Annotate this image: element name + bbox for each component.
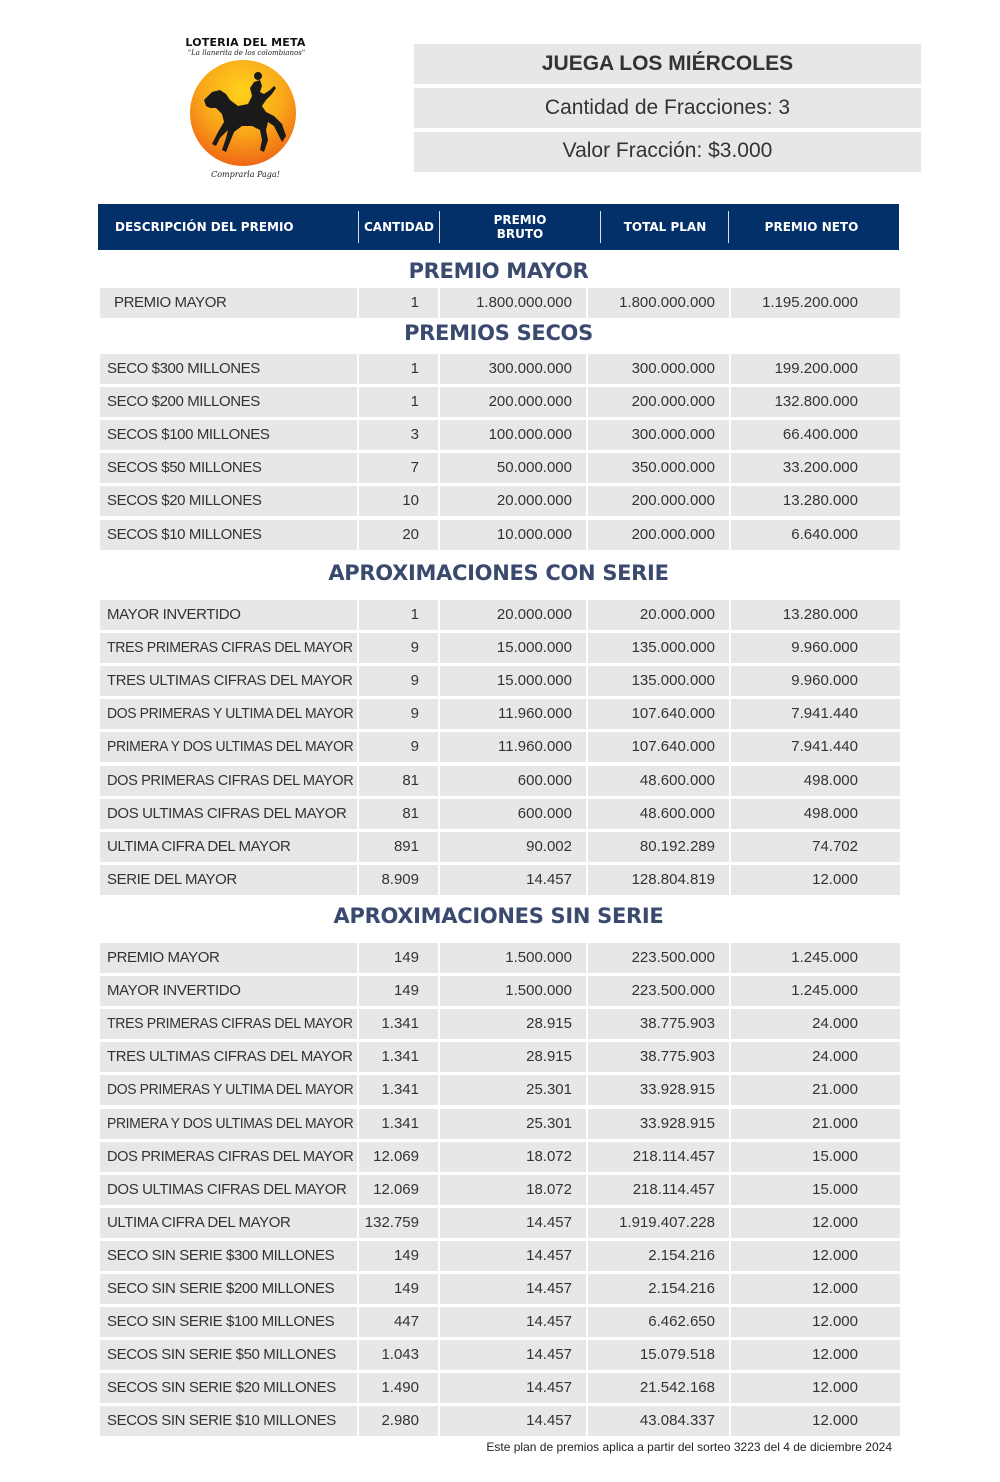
column-header-net-prize: PREMIO NETO — [728, 211, 894, 243]
prize-description: SECOS SIN SERIE $10 MILLONES — [107, 1412, 336, 1429]
prize-description-cell — [100, 976, 357, 1006]
prize-row — [100, 1109, 900, 1139]
prize-quantity: 20 — [359, 520, 438, 550]
prize-description: PRIMERA Y DOS ULTIMAS DEL MAYOR — [107, 1115, 354, 1132]
net-prize: 1.195.200.000 — [731, 288, 900, 318]
gross-prize: 25.301 — [440, 1109, 586, 1139]
prize-quantity: 8.909 — [359, 865, 438, 895]
net-prize: 12.000 — [731, 1274, 900, 1304]
total-plan: 200.000.000 — [588, 486, 729, 516]
prize-description: SECOS $20 MILLONES — [107, 492, 262, 509]
total-plan: 15.079.518 — [588, 1340, 729, 1370]
gross-prize: 20.000.000 — [440, 486, 586, 516]
prize-row — [100, 1373, 900, 1403]
prize-row — [100, 354, 900, 384]
prize-row — [100, 1307, 900, 1337]
gross-prize: 1.500.000 — [440, 976, 586, 1006]
total-plan: 20.000.000 — [588, 600, 729, 630]
total-plan: 107.640.000 — [588, 699, 729, 729]
total-plan: 135.000.000 — [588, 666, 729, 696]
prize-row — [100, 520, 900, 550]
gross-prize: 11.960.000 — [440, 732, 586, 762]
section-title: PREMIO MAYOR — [408, 259, 589, 283]
net-prize: 6.640.000 — [731, 520, 900, 550]
net-prize: 24.000 — [731, 1042, 900, 1072]
prize-quantity: 1 — [359, 354, 438, 384]
prize-row — [100, 1241, 900, 1271]
prize-quantity: 7 — [359, 453, 438, 483]
prize-quantity: 149 — [359, 1274, 438, 1304]
prize-description-cell — [100, 1175, 357, 1205]
net-prize: 498.000 — [731, 799, 900, 829]
prize-row — [100, 766, 900, 796]
prize-description-cell — [100, 453, 357, 483]
prize-description: PREMIO MAYOR — [107, 949, 220, 966]
gross-prize: 300.000.000 — [440, 354, 586, 384]
logo-title: LOTERIA DEL META — [185, 36, 306, 49]
prize-quantity: 12.069 — [359, 1142, 438, 1172]
net-prize: 7.941.440 — [731, 699, 900, 729]
prize-description: DOS PRIMERAS Y ULTIMA DEL MAYOR — [107, 1081, 354, 1098]
prize-description-cell — [100, 943, 357, 973]
prize-description-cell — [100, 1142, 357, 1172]
total-plan: 350.000.000 — [588, 453, 729, 483]
prize-description-cell — [100, 1373, 357, 1403]
net-prize: 12.000 — [731, 1340, 900, 1370]
gross-prize: 600.000 — [440, 766, 586, 796]
gross-prize: 11.960.000 — [440, 699, 586, 729]
prize-description-cell — [100, 1340, 357, 1370]
prize-row — [100, 832, 900, 862]
prize-description: TRES PRIMERAS CIFRAS DEL MAYOR — [107, 639, 353, 656]
prize-quantity: 149 — [359, 976, 438, 1006]
prize-row — [100, 453, 900, 483]
prize-description: ULTIMA CIFRA DEL MAYOR — [107, 1214, 291, 1231]
total-plan: 223.500.000 — [588, 943, 729, 973]
fraction-value: Valor Fracción: $3.000 — [414, 132, 921, 172]
column-header-quantity: CANTIDAD — [358, 211, 439, 243]
prize-row — [100, 1142, 900, 1172]
net-prize: 33.200.000 — [731, 453, 900, 483]
horse-rider-silhouette-icon — [190, 60, 296, 166]
total-plan: 48.600.000 — [588, 799, 729, 829]
prize-row — [100, 486, 900, 516]
prize-quantity: 1.043 — [359, 1340, 438, 1370]
prize-description-cell — [100, 486, 357, 516]
net-prize: 21.000 — [731, 1075, 900, 1105]
prize-row — [100, 420, 900, 450]
logo-tagline: "La llanerita de los colombianos" — [187, 49, 306, 57]
net-prize: 74.702 — [731, 832, 900, 862]
prize-row — [100, 1208, 900, 1238]
prize-quantity: 9 — [359, 732, 438, 762]
column-header-description: DESCRIPCIÓN DEL PREMIO — [115, 220, 294, 234]
net-prize: 7.941.440 — [731, 732, 900, 762]
prize-quantity: 2.980 — [359, 1406, 438, 1436]
net-prize: 24.000 — [731, 1009, 900, 1039]
prize-description-cell — [100, 1109, 357, 1139]
loteria-del-meta-logo — [178, 34, 313, 186]
prize-row — [100, 865, 900, 895]
prize-description-cell — [100, 1274, 357, 1304]
total-plan: 200.000.000 — [588, 520, 729, 550]
gross-prize: 28.915 — [440, 1042, 586, 1072]
prize-description-cell — [100, 1009, 357, 1039]
net-prize: 1.245.000 — [731, 943, 900, 973]
prize-row — [100, 387, 900, 417]
gross-prize: 25.301 — [440, 1075, 586, 1105]
total-plan: 80.192.289 — [588, 832, 729, 862]
prize-description-cell — [100, 420, 357, 450]
prize-row — [100, 288, 900, 318]
prize-description: DOS ULTIMAS CIFRAS DEL MAYOR — [107, 1181, 347, 1198]
gross-prize: 14.457 — [440, 1340, 586, 1370]
net-prize: 132.800.000 — [731, 387, 900, 417]
gross-prize: 100.000.000 — [440, 420, 586, 450]
total-plan: 38.775.903 — [588, 1009, 729, 1039]
net-prize: 12.000 — [731, 1241, 900, 1271]
prize-quantity: 1.341 — [359, 1009, 438, 1039]
gross-prize: 1.800.000.000 — [440, 288, 586, 318]
prize-table-header — [98, 204, 899, 250]
total-plan: 107.640.000 — [588, 732, 729, 762]
prize-quantity: 1 — [359, 387, 438, 417]
prize-row — [100, 732, 900, 762]
gross-prize: 14.457 — [440, 1241, 586, 1271]
gross-prize: 90.002 — [440, 832, 586, 862]
prize-description: SECOS $100 MILLONES — [107, 426, 270, 443]
gross-prize: 15.000.000 — [440, 666, 586, 696]
prize-quantity: 1 — [359, 600, 438, 630]
total-plan: 218.114.457 — [588, 1175, 729, 1205]
prize-description: SECO $300 MILLONES — [107, 360, 260, 377]
plan-footnote: Este plan de premios aplica a partir del sorteo 3223 del 4 de diciembre 2024 — [486, 1440, 892, 1454]
gross-prize: 14.457 — [440, 1373, 586, 1403]
prize-quantity: 12.069 — [359, 1175, 438, 1205]
net-prize: 12.000 — [731, 1373, 900, 1403]
prize-quantity: 9 — [359, 666, 438, 696]
prize-description: DOS PRIMERAS Y ULTIMA DEL MAYOR — [107, 705, 354, 722]
net-prize: 9.960.000 — [731, 666, 900, 696]
prize-description-cell — [100, 732, 357, 762]
prize-description: TRES PRIMERAS CIFRAS DEL MAYOR — [107, 1015, 353, 1032]
net-prize: 15.000 — [731, 1175, 900, 1205]
prize-quantity: 9 — [359, 699, 438, 729]
total-plan: 33.928.915 — [588, 1075, 729, 1105]
section-title: APROXIMACIONES CON SERIE — [328, 561, 669, 585]
gross-prize: 14.457 — [440, 1208, 586, 1238]
total-plan: 38.775.903 — [588, 1042, 729, 1072]
prize-description: PRIMERA Y DOS ULTIMAS DEL MAYOR — [107, 738, 354, 755]
column-header-total-plan: TOTAL PLAN — [600, 211, 729, 243]
prize-quantity: 1 — [359, 288, 438, 318]
prize-description-cell — [100, 288, 357, 318]
draw-day-banner: JUEGA LOS MIÉRCOLES — [414, 44, 921, 84]
logo-slogan: Comprarla Paga! — [211, 170, 280, 179]
prize-row — [100, 976, 900, 1006]
prize-description: SECOS $50 MILLONES — [107, 459, 262, 476]
prize-description: DOS PRIMERAS CIFRAS DEL MAYOR — [107, 1148, 354, 1165]
prize-description-cell — [100, 865, 357, 895]
net-prize: 498.000 — [731, 766, 900, 796]
prize-description-cell — [100, 799, 357, 829]
prize-description: MAYOR INVERTIDO — [107, 982, 241, 999]
prize-description-cell — [100, 1307, 357, 1337]
gross-prize: 18.072 — [440, 1175, 586, 1205]
total-plan: 6.462.650 — [588, 1307, 729, 1337]
prize-description-cell — [100, 699, 357, 729]
prize-quantity: 891 — [359, 832, 438, 862]
total-plan: 218.114.457 — [588, 1142, 729, 1172]
gross-prize: 14.457 — [440, 1274, 586, 1304]
prize-description: MAYOR INVERTIDO — [107, 606, 241, 623]
prize-description: DOS PRIMERAS CIFRAS DEL MAYOR — [107, 772, 354, 789]
prize-description: SECOS SIN SERIE $50 MILLONES — [107, 1346, 336, 1363]
prize-description-cell — [100, 1241, 357, 1271]
gross-prize: 14.457 — [440, 865, 586, 895]
total-plan: 223.500.000 — [588, 976, 729, 1006]
prize-quantity: 447 — [359, 1307, 438, 1337]
net-prize: 12.000 — [731, 1406, 900, 1436]
total-plan: 1.919.407.228 — [588, 1208, 729, 1238]
total-plan: 128.804.819 — [588, 865, 729, 895]
net-prize: 1.245.000 — [731, 976, 900, 1006]
logo-sun-circle — [190, 60, 296, 166]
net-prize: 21.000 — [731, 1109, 900, 1139]
prize-row — [100, 666, 900, 696]
total-plan: 21.542.168 — [588, 1373, 729, 1403]
prize-row — [100, 799, 900, 829]
prize-description: SECOS SIN SERIE $20 MILLONES — [107, 1379, 336, 1396]
prize-description: PREMIO MAYOR — [114, 294, 227, 311]
total-plan: 300.000.000 — [588, 354, 729, 384]
prize-description-cell — [100, 1406, 357, 1436]
net-prize: 199.200.000 — [731, 354, 900, 384]
prize-description: ULTIMA CIFRA DEL MAYOR — [107, 838, 291, 855]
prize-quantity: 1.341 — [359, 1109, 438, 1139]
net-prize: 12.000 — [731, 865, 900, 895]
prize-quantity: 1.490 — [359, 1373, 438, 1403]
prize-row — [100, 1009, 900, 1039]
total-plan: 43.084.337 — [588, 1406, 729, 1436]
prize-description: SECO SIN SERIE $300 MILLONES — [107, 1247, 335, 1264]
prize-quantity: 9 — [359, 633, 438, 663]
total-plan: 2.154.216 — [588, 1241, 729, 1271]
prize-description-cell — [100, 600, 357, 630]
fractions-count: Cantidad de Fracciones: 3 — [414, 88, 921, 128]
gross-prize: 200.000.000 — [440, 387, 586, 417]
gross-prize: 14.457 — [440, 1406, 586, 1436]
prize-quantity: 81 — [359, 766, 438, 796]
prize-description-cell — [100, 520, 357, 550]
prize-description: TRES ULTIMAS CIFRAS DEL MAYOR — [107, 672, 353, 689]
prize-description-cell — [100, 1042, 357, 1072]
prize-description-cell — [100, 354, 357, 384]
total-plan: 33.928.915 — [588, 1109, 729, 1139]
total-plan: 2.154.216 — [588, 1274, 729, 1304]
prize-description-cell — [100, 766, 357, 796]
net-prize: 12.000 — [731, 1208, 900, 1238]
prize-description: SECO $200 MILLONES — [107, 393, 260, 410]
gross-prize: 14.457 — [440, 1307, 586, 1337]
prize-row — [100, 600, 900, 630]
net-prize: 12.000 — [731, 1307, 900, 1337]
total-plan: 300.000.000 — [588, 420, 729, 450]
net-prize: 13.280.000 — [731, 600, 900, 630]
total-plan: 1.800.000.000 — [588, 288, 729, 318]
prize-description: SECO SIN SERIE $200 MILLONES — [107, 1280, 335, 1297]
prize-quantity: 132.759 — [359, 1208, 438, 1238]
column-header-gross-prize — [439, 211, 600, 243]
prize-row — [100, 1274, 900, 1304]
prize-description: SERIE DEL MAYOR — [107, 871, 237, 888]
net-prize: 9.960.000 — [731, 633, 900, 663]
prize-row — [100, 1406, 900, 1436]
prize-row — [100, 1175, 900, 1205]
prize-description: SECOS $10 MILLONES — [107, 526, 262, 543]
prize-row — [100, 1340, 900, 1370]
total-plan: 135.000.000 — [588, 633, 729, 663]
prize-quantity: 10 — [359, 486, 438, 516]
prize-description: TRES ULTIMAS CIFRAS DEL MAYOR — [107, 1048, 353, 1065]
prize-quantity: 1.341 — [359, 1042, 438, 1072]
prize-description-cell — [100, 832, 357, 862]
prize-quantity: 149 — [359, 943, 438, 973]
net-prize: 15.000 — [731, 1142, 900, 1172]
prize-quantity: 1.341 — [359, 1075, 438, 1105]
prize-description-cell — [100, 387, 357, 417]
prize-description: DOS ULTIMAS CIFRAS DEL MAYOR — [107, 805, 347, 822]
net-prize: 66.400.000 — [731, 420, 900, 450]
gross-prize: 18.072 — [440, 1142, 586, 1172]
section-title: APROXIMACIONES SIN SERIE — [333, 904, 664, 928]
gross-prize: 50.000.000 — [440, 453, 586, 483]
net-prize: 13.280.000 — [731, 486, 900, 516]
prize-row — [100, 943, 900, 973]
gross-prize: 15.000.000 — [440, 633, 586, 663]
section-title: PREMIOS SECOS — [404, 321, 593, 345]
gross-prize: 600.000 — [440, 799, 586, 829]
gross-header-line1: PREMIO — [493, 213, 547, 227]
prize-description-cell — [100, 1075, 357, 1105]
prize-row — [100, 1042, 900, 1072]
prize-quantity: 149 — [359, 1241, 438, 1271]
prize-quantity: 3 — [359, 420, 438, 450]
gross-prize: 1.500.000 — [440, 943, 586, 973]
gross-prize: 20.000.000 — [440, 600, 586, 630]
prize-description-cell — [100, 666, 357, 696]
prize-description: SECO SIN SERIE $100 MILLONES — [107, 1313, 335, 1330]
total-plan: 200.000.000 — [588, 387, 729, 417]
total-plan: 48.600.000 — [588, 766, 729, 796]
prize-description-cell — [100, 633, 357, 663]
prize-quantity: 81 — [359, 799, 438, 829]
gross-prize: 28.915 — [440, 1009, 586, 1039]
prize-row — [100, 1075, 900, 1105]
prize-row — [100, 699, 900, 729]
prize-description-cell — [100, 1208, 357, 1238]
gross-header-line2: BRUTO — [496, 227, 544, 241]
gross-prize: 10.000.000 — [440, 520, 586, 550]
prize-row — [100, 633, 900, 663]
